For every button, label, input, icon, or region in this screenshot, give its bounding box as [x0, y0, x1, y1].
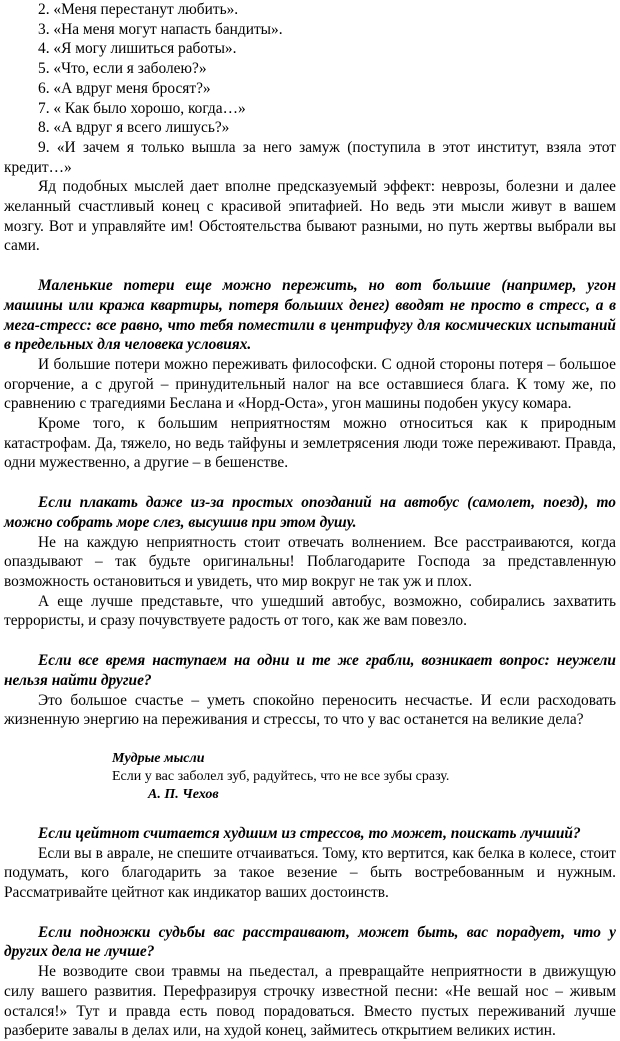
section-heading: Если цейтнот считается худшим из стрессов, то может, поискать лучший?	[38, 824, 581, 842]
paragraph: Кроме того, к большим неприятностям можно относиться как к природным катастрофам. Да, тяжело, но ведь тайфуны и землетрясения люди тоже переживают. Правда, одни мужественно, а другие – в бешенстве.	[4, 415, 616, 472]
list-item: 2. «Меня перестанут любить».	[38, 1, 239, 18]
quote-text: Если у вас заболел зуб, радуйтесь, что не все зубы сразу.	[112, 768, 450, 784]
section-heading: Если плакать даже из-за простых опозданий на автобус (самолет, поезд), то можно собрать море слез, высушив при этом душу.	[4, 494, 616, 531]
quote-author: А. П. Чехов	[148, 786, 219, 802]
section-heading: Если все время наступаем на одни и те же грабли, возникает вопрос: неужели нельзя найти другие?	[4, 652, 616, 689]
paragraph: Не возводите свои травмы на пьедестал, а превращайте неприятности в движущую силу вашего развития. Перефразируя строчку известной песни: «Не вешай нос – живым остался!» Тут и правда есть повод порадоваться. Вместо пустых переживаний лучше разберите завалы в делах или, на худой конец, займитесь открытием великих истин.	[4, 963, 616, 1040]
quote-heading: Мудрые мысли	[112, 750, 205, 766]
paragraph: Если вы в аврале, не спешите отчаиваться. Тому, кто вертится, как белка в колесе, стоит подумать, кого благодарить за такое везение – быть востребованным и нужным. Рассматривайте цейтнот как индикатор ваших достоинств.	[4, 844, 616, 902]
section-heading: Маленькие потери еще можно пережить, но вот большие (например, угон машины или кража квартиры, потеря больших денег) вводят не просто в стресс, а в мега-стресс: все равно, что тебя поместили в центрифугу для космических испытаний в предельных для человека условиях.	[4, 277, 616, 354]
paragraph: А еще лучше представьте, что ушедший автобус, возможно, собирались захватить террористы, и сразу почувствуете радость от того, как же вам повезло.	[4, 592, 616, 630]
paragraph: Не на каждую неприятность стоит отвечать волнением. Все расстраиваются, когда опаздывают – так будьте оригинальны! Поблагодарите Господа за представленную возможность остановиться и увидеть, что мир вокруг не так уж и плох.	[4, 533, 616, 590]
section-heading: Если подножки судьбы вас расстраивают, может быть, вас порадует, что у других дела не лучше?	[4, 923, 616, 961]
paragraph: Яд подобных мыслей дает вполне предсказуемый эффект: неврозы, болезни и далее желанный счастливый конец с красивой эпитафией. Но ведь эти мысли живут в вашем мозгу. Вот и управляйте им! Обстоятельства бывают разными, но путь жертвы выбрали вы сами.	[4, 178, 616, 255]
list-item: 6. «А вдруг меня бросят?»	[38, 79, 211, 97]
list-item: 9. «И зачем я только вышла за него замуж (поступила в этот институт, взяла этот кредит…»	[4, 138, 616, 176]
list-item: 4. «Я могу лишиться работы».	[38, 40, 237, 58]
paragraph: Это большое счастье – уметь спокойно переносить несчастье. И если расходовать жизненную энергию на переживания и стрессы, то что у вас останется на великие дела?	[4, 691, 616, 729]
list-item: 5. «Что, если я заболею?»	[38, 60, 207, 78]
list-item: 8. «А вдруг я всего лишусь?»	[38, 119, 230, 137]
paragraph: И большие потери можно переживать философски. С одной стороны потеря – большое огорчение, а с другой – принудительный налог на все оставшиеся блага. К тому же, по сравнению с трагедиями Беслана и «Норд-Оста», угон машины подобен укусу комара.	[4, 355, 616, 413]
list-item: 3. «На меня могут напасть бандиты».	[38, 20, 283, 38]
list-item: 7. « Как было хорошо, когда…»	[38, 99, 246, 117]
wise-thoughts-quote	[112, 750, 616, 804]
